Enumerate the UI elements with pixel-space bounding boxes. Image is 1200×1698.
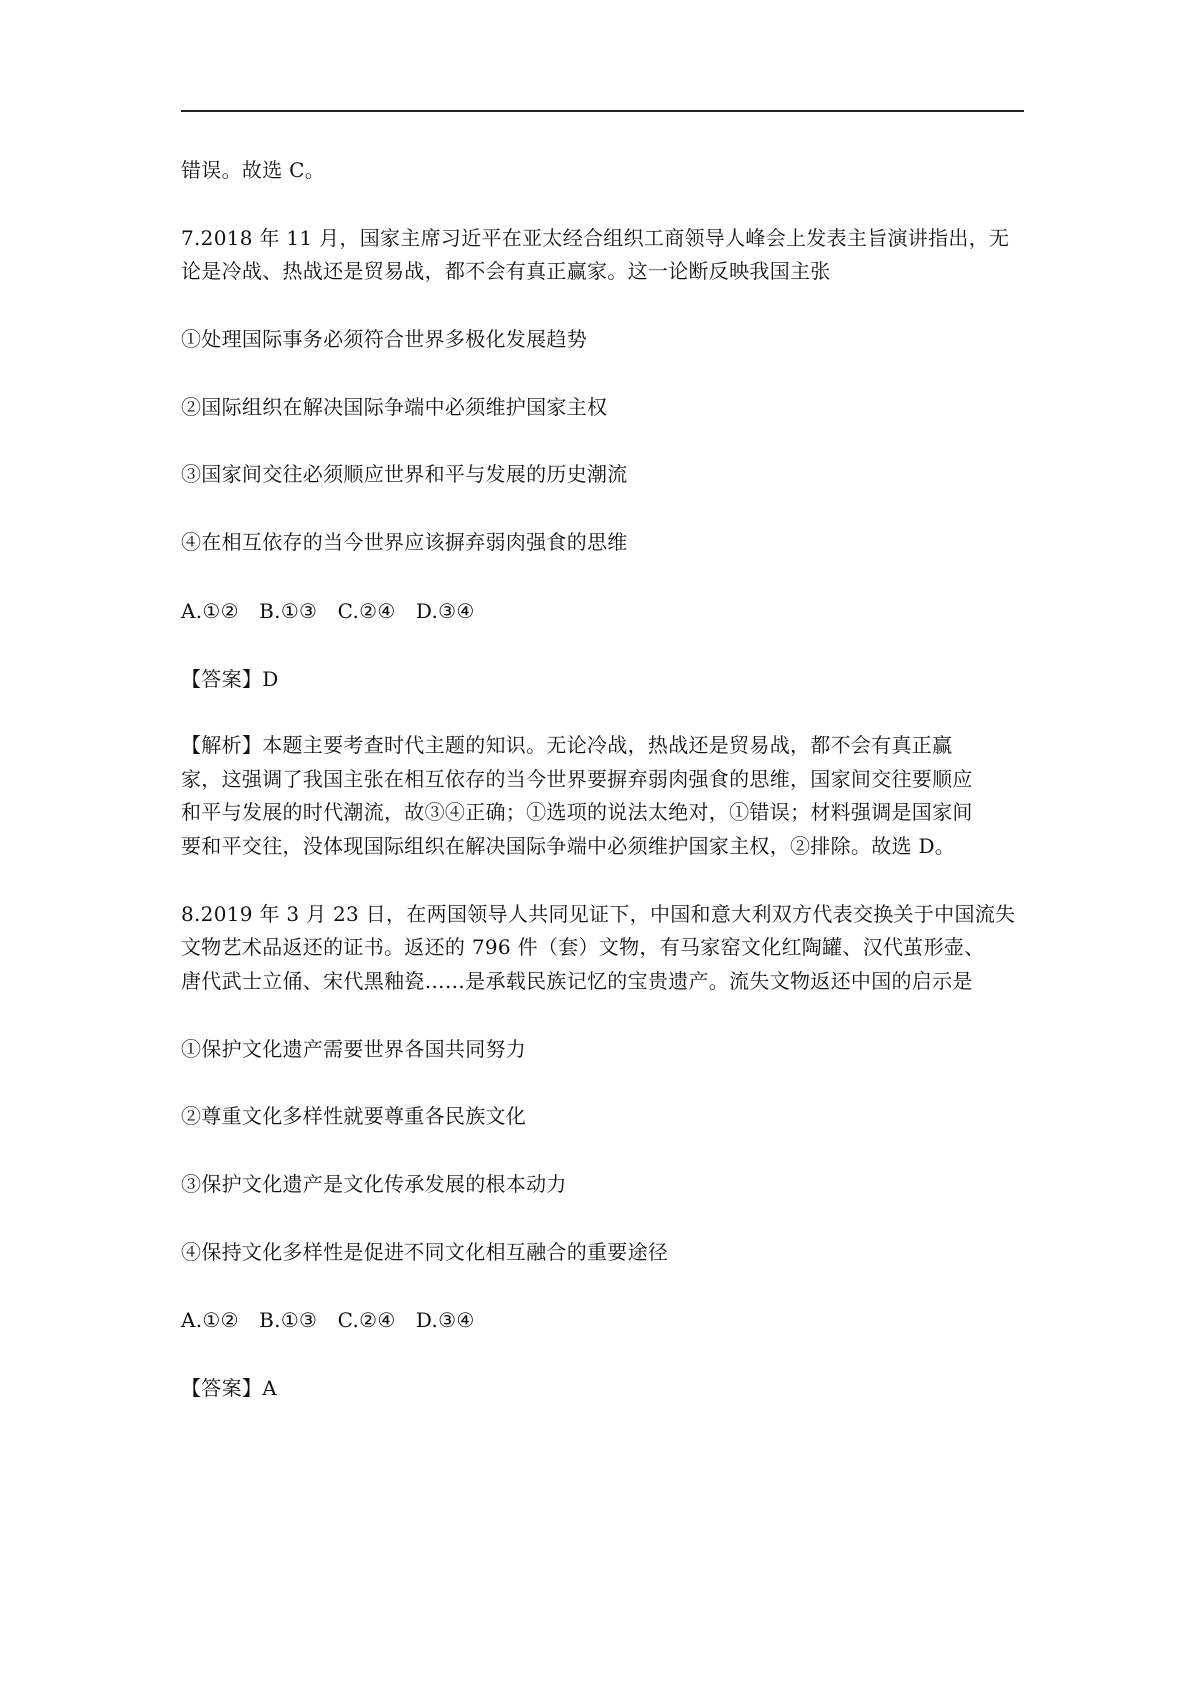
q7-option-4: ④在相互依存的当今世界应该摒弃弱肉强食的思维 <box>181 530 628 554</box>
q7-stem-line-2: 论是冷战、热战还是贸易战，都不会有真正赢家。这一论断反映我国主张 <box>181 259 831 283</box>
q7-choices: A.①② B.①③ C.②④ D.③④ <box>181 599 475 623</box>
q8-choices: A.①② B.①③ C.②④ D.③④ <box>181 1308 475 1332</box>
q7-analysis-line-2: 家，这强调了我国主张在相互依存的当今世界要摒弃弱肉强食的思维，国家间交往要顺应 <box>181 767 973 791</box>
q8-option-1: ①保护文化遗产需要世界各国共同努力 <box>181 1037 527 1061</box>
q8-option-4: ④保持文化多样性是促进不同文化相互融合的重要途径 <box>181 1240 669 1264</box>
q8-stem-line-2: 文物艺术品返还的证书。返还的 796 件（套）文物，有马家窑文化红陶罐、汉代茧形壶、 <box>181 935 985 959</box>
q7-analysis-line-1: 【解析】本题主要考查时代主题的知识。无论冷战，热战还是贸易战，都不会有真正赢 <box>181 733 953 757</box>
q7-analysis-line-3: 和平与发展的时代潮流，故③④正确；①选项的说法太绝对，①错误；材料强调是国家间 <box>181 800 973 824</box>
q7-option-2: ②国际组织在解决国际争端中必须维护国家主权 <box>181 395 608 419</box>
q7-answer: 【答案】D <box>181 667 279 691</box>
q7-option-1: ①处理国际事务必须符合世界多极化发展趋势 <box>181 327 587 351</box>
q8-answer: 【答案】A <box>181 1376 277 1400</box>
q8-option-3: ③保护文化遗产是文化传承发展的根本动力 <box>181 1172 567 1196</box>
header-rule <box>181 110 1024 112</box>
intro-line: 错误。故选 C。 <box>181 158 326 182</box>
q7-analysis-line-4: 要和平交往，没体现国际组织在解决国际争端中必须维护国家主权，②排除。故选 D。 <box>181 834 956 858</box>
q8-stem-line-3: 唐代武士立俑、宋代黑釉瓷……是承载民族记忆的宝贵遗产。流失文物返还中国的启示是 <box>181 969 973 993</box>
q7-stem-line-1: 7.2018 年 11 月，国家主席习近平在亚太经合组织工商领导人峰会上发表主旨演讲指出，无 <box>181 226 1010 250</box>
q8-option-2: ②尊重文化多样性就要尊重各民族文化 <box>181 1104 527 1128</box>
q7-option-3: ③国家间交往必须顺应世界和平与发展的历史潮流 <box>181 462 628 486</box>
q8-stem-line-1: 8.2019 年 3 月 23 日，在两国领导人共同见证下，中国和意大利双方代表交换关于中国流失 <box>181 902 1016 926</box>
